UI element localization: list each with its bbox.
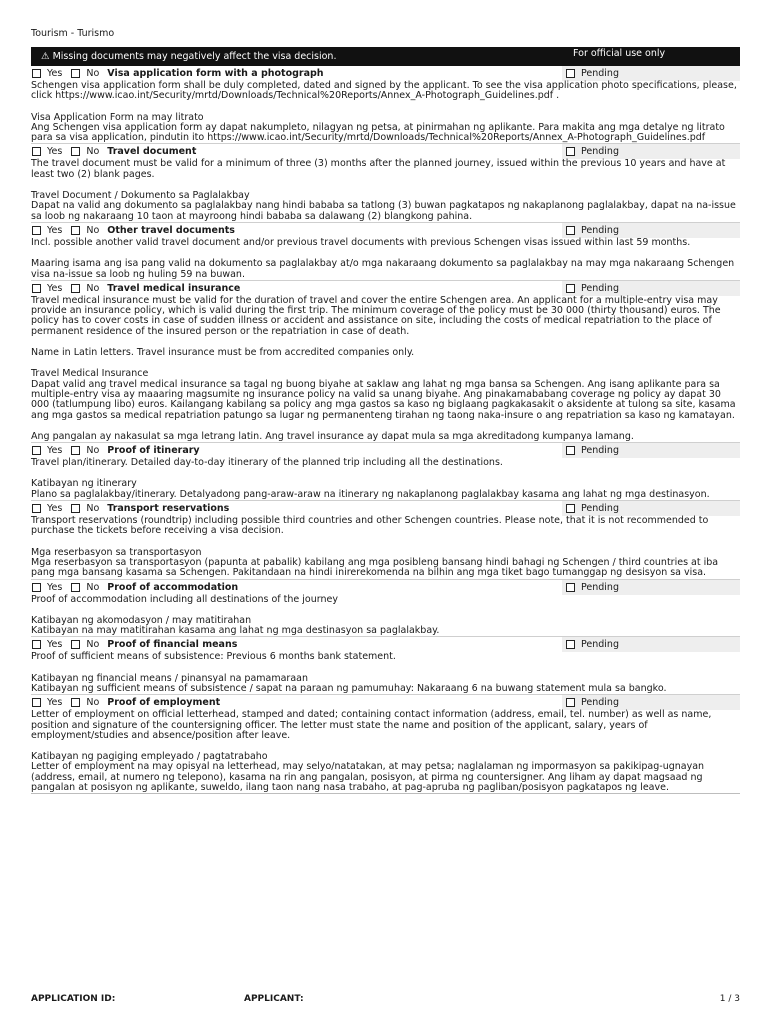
pending-checkbox[interactable] bbox=[566, 583, 575, 592]
section-header bbox=[31, 579, 740, 595]
yes-label: Yes bbox=[47, 639, 63, 651]
pending-checkbox[interactable] bbox=[566, 446, 575, 455]
section-body bbox=[31, 296, 740, 442]
pending-label: Pending bbox=[581, 445, 619, 457]
section-body bbox=[31, 652, 740, 694]
spacer bbox=[31, 102, 740, 113]
official-use-cell bbox=[562, 144, 740, 159]
tagalog-title: Travel Document / Dokumento sa Paglalakbay bbox=[31, 190, 250, 202]
no-label: No bbox=[86, 639, 100, 651]
section-header-left bbox=[31, 637, 562, 652]
no-checkbox[interactable] bbox=[71, 226, 80, 235]
section-title: Transport reservations bbox=[107, 503, 230, 515]
section-header-left bbox=[31, 443, 562, 458]
yes-label: Yes bbox=[47, 445, 63, 457]
no-label: No bbox=[86, 282, 100, 294]
english-text: Proof of sufficient means of subsistence: Previous 6 months bank statement. bbox=[31, 651, 396, 663]
section-header bbox=[31, 442, 740, 458]
pending-label: Pending bbox=[581, 224, 619, 236]
tagalog-text-extra: Ang pangalan ay nakasulat sa mga letrang latin. Ang travel insurance ay dapat mula sa mga akreditadong kumpanya lamang. bbox=[31, 430, 634, 442]
tagalog-text: Ang Schengen visa application form ay dapat nakumpleto, nilagyan ng petsa, at pinirmahan ng aplikante. Para makita ang mga detalye ng litrato para sa visa application, pindutin ito https://www.icao.int/Security/mrtd/Downloads/Technical%20Reports/Annex_A-Photograph_Guidelines.pdf bbox=[31, 121, 725, 144]
no-checkbox[interactable] bbox=[71, 698, 80, 707]
application-id-label: APPLICATION ID: bbox=[31, 994, 116, 1004]
official-use-cell bbox=[562, 695, 740, 710]
pending-checkbox[interactable] bbox=[566, 698, 575, 707]
warning-banner bbox=[31, 47, 573, 66]
yes-checkbox[interactable] bbox=[32, 583, 41, 592]
no-label: No bbox=[86, 146, 100, 158]
no-checkbox[interactable] bbox=[71, 583, 80, 592]
page-footer bbox=[31, 993, 740, 1005]
tagalog-title: Mga reserbasyon sa transportasyon bbox=[31, 546, 202, 558]
english-text-extra: Name in Latin letters. Travel insurance must be from accredited companies only. bbox=[31, 347, 415, 359]
no-checkbox[interactable] bbox=[71, 284, 80, 293]
english-text: Travel plan/itinerary. Detailed day-to-day itinerary of the planned trip including all the destinations. bbox=[31, 457, 503, 469]
pending-label: Pending bbox=[581, 146, 619, 158]
official-use-cell bbox=[562, 223, 740, 238]
official-use-cell bbox=[562, 637, 740, 652]
section-header-left bbox=[31, 223, 562, 238]
section-body bbox=[31, 81, 740, 143]
tagalog-text: Dapat valid ang travel medical insurance sa tagal ng buong biyahe at saklaw ang lahat ng mga bansa sa Schengen. Ang isang aplikante para sa multiple-entry visa ay maaaring magsumite ng insurance policy na valid sa unang biyahe. Ang pinakamababang coverage ng policy ay dapat 30 000 (tatlumpung libo) euros. Kailangang kabilang sa policy ang mga gastos sa kaso ng biglaang pagkakasakit o aksidente at tulong sa site, kasama ang mga gastos sa medical repatriation patungo sa lugar ng permanenteng tirahan ng taong naka-insure o ang repatriation sa kaso ng kamatayan. bbox=[31, 378, 736, 421]
section-header bbox=[31, 694, 740, 710]
section-title: Other travel documents bbox=[107, 224, 235, 236]
section-header bbox=[31, 66, 740, 81]
document-page bbox=[31, 27, 740, 794]
yes-checkbox[interactable] bbox=[32, 698, 41, 707]
english-text: Travel medical insurance must be valid for the duration of travel and cover the entire Schengen area. An applicant for a multiple-entry visa may provide an insurance policy, which is valid during the first trip. The minimum coverage of the policy must be 30 000 (thirty thousand) euros. The policy has to cover costs in case of sudden illness or accident and assistance on site, including the costs of medical repatriation to the place of permanent residence of the insured person or the repatriation in case of death. bbox=[31, 294, 721, 337]
no-label: No bbox=[86, 224, 100, 236]
section-body bbox=[31, 595, 740, 637]
no-label: No bbox=[86, 581, 100, 593]
english-text: Letter of employment on official letterhead, stamped and dated; containing contact information (address, email, tel. number) as well as name, position and signature of the countersigning officer. The letter must state the name and position of the applicant, salary, years of employment/studies and absence/position after leave. bbox=[31, 709, 712, 741]
yes-label: Yes bbox=[47, 503, 63, 515]
no-checkbox[interactable] bbox=[71, 640, 80, 649]
document-title: Tourism - Turismo bbox=[31, 28, 115, 39]
tagalog-title: Katibayan ng akomodasyon / may matitirahan bbox=[31, 614, 252, 626]
section-body bbox=[31, 238, 740, 280]
yes-label: Yes bbox=[47, 697, 63, 709]
yes-checkbox[interactable] bbox=[32, 504, 41, 513]
no-checkbox[interactable] bbox=[71, 446, 80, 455]
section-header bbox=[31, 500, 740, 516]
yes-label: Yes bbox=[47, 581, 63, 593]
english-text: Transport reservations (roundtrip) including possible third countries and other Schengen countries. Please note, that it is not recommended to purchase the tickets before receiving a visa decision. bbox=[31, 515, 709, 537]
english-text: The travel document must be valid for a minimum of three (3) months after the planned journey, issued within the previous 10 years and have at least two (2) blank pages. bbox=[31, 158, 726, 180]
page-number: 1 / 3 bbox=[719, 994, 740, 1004]
spacer bbox=[31, 537, 740, 548]
tagalog-text: Katibayan na may matitirahan kasama ang lahat ng mga destinasyon sa paglalakbay. bbox=[31, 625, 440, 637]
warning-icon: ⚠ bbox=[41, 51, 50, 62]
section-header bbox=[31, 280, 740, 296]
section-title: Proof of financial means bbox=[107, 639, 238, 651]
tagalog-text: Plano sa paglalakbay/itinerary. Detalyadong pang-araw-araw na itinerary ng nakaplanong paglalakbay kasama ang lahat ng mga destinasyon. bbox=[31, 488, 710, 500]
tagalog-title: Katibayan ng financial means / pinansyal na pamamaraan bbox=[31, 672, 308, 684]
tagalog-title: Travel Medical Insurance bbox=[31, 368, 149, 380]
tagalog-text: Letter of employment na may opisyal na letterhead, may selyo/natatakan, at may petsa; naglalaman ng impormasyon sa pakikipag-ugnayan (address, email, at numero ng telepono), kasama na rin ang pangalan, posisyon, at pirma ng countersigner. Ang liham ay dapat magsaad ng pangalan at posisyon ng aplikante, suweldo, ilang taon nang nasa trabaho, at pag-apruba ng pagliban/posisyon pagkatapos ng leave. bbox=[31, 761, 705, 794]
yes-checkbox[interactable] bbox=[32, 446, 41, 455]
yes-checkbox[interactable] bbox=[32, 284, 41, 293]
pending-checkbox[interactable] bbox=[566, 504, 575, 513]
header-bar bbox=[31, 47, 740, 66]
section-title: Visa application form with a photograph bbox=[107, 68, 324, 79]
checklist bbox=[31, 66, 740, 794]
official-use-label: For official use only bbox=[573, 48, 666, 59]
section-header bbox=[31, 636, 740, 652]
no-label: No bbox=[86, 503, 100, 515]
tagalog-text: Mga reserbasyon sa transportasyon (papunta at pabalik) kabilang ang mga posibleng bansang hindi bahagi ng Schengen / third countries at iba pang mga bansang kasama sa Schengen. Pakitandaan na hindi inirerekomenda na bilhin ang mga tiket bago tumanggap ng desisyon sa visa. bbox=[31, 556, 719, 579]
tagalog-text: Maaring isama ang isa pang valid na dokumento sa paglalakbay at/o mga nakaraang dokumento sa paglalakbay na may mga nakaraang Schengen visa na-issue sa loob ng huling 59 na buwan. bbox=[31, 258, 735, 280]
official-use-cell bbox=[562, 580, 740, 595]
tagalog-title: Katibayan ng pagiging empleyado / pagtatrabaho bbox=[31, 751, 268, 763]
english-text: Proof of accommodation including all destinations of the journey bbox=[31, 593, 338, 605]
pending-label: Pending bbox=[581, 697, 619, 709]
yes-checkbox[interactable] bbox=[32, 226, 41, 235]
pending-checkbox[interactable] bbox=[566, 640, 575, 649]
section-title: Proof of accommodation bbox=[107, 581, 239, 593]
section-body bbox=[31, 710, 740, 794]
tagalog-text: Katibayan ng sufficient means of subsistence / sapat na paraan ng pamumuhay: Nakaraang 6 na buwang statement mula sa bangko. bbox=[31, 682, 667, 694]
english-text: Incl. possible another valid travel document and/or previous travel documents with previous Schengen visas issued within last 59 months. bbox=[31, 236, 691, 248]
yes-label: Yes bbox=[47, 146, 63, 158]
warning-text: Missing documents may negatively affect the visa decision. bbox=[52, 51, 337, 62]
yes-label: Yes bbox=[47, 224, 63, 236]
no-label: No bbox=[86, 68, 100, 79]
section-header-left bbox=[31, 66, 562, 81]
official-use-cell bbox=[562, 66, 740, 81]
no-checkbox[interactable] bbox=[71, 147, 80, 156]
section-header bbox=[31, 222, 740, 238]
section-title: Travel document bbox=[107, 146, 197, 158]
pending-label: Pending bbox=[581, 581, 619, 593]
official-use-cell bbox=[562, 501, 740, 516]
no-checkbox[interactable] bbox=[71, 69, 80, 78]
yes-label: Yes bbox=[47, 68, 63, 79]
pending-checkbox[interactable] bbox=[566, 284, 575, 293]
yes-checkbox[interactable] bbox=[32, 147, 41, 156]
tagalog-title: Katibayan ng itinerary bbox=[31, 478, 137, 490]
yes-checkbox[interactable] bbox=[32, 640, 41, 649]
pending-checkbox[interactable] bbox=[566, 147, 575, 156]
tagalog-title: Visa Application Form na may litrato bbox=[31, 111, 204, 123]
section-header-left bbox=[31, 144, 562, 159]
section-title: Travel medical insurance bbox=[107, 282, 241, 294]
no-label: No bbox=[86, 697, 100, 709]
section-header bbox=[31, 143, 740, 159]
section-title: Proof of employment bbox=[107, 697, 221, 709]
section-header-left bbox=[31, 580, 562, 595]
applicant-label: APPLICANT: bbox=[244, 994, 304, 1004]
section-header-left bbox=[31, 281, 562, 296]
pending-label: Pending bbox=[581, 639, 619, 651]
english-text: Schengen visa application form shall be duly completed, dated and signed by the applicant. To see the visa application photo specifications, please, click https://www.icao.int/Security/mrtd/Downloads/Technical%20Reports/Annex_A-Photograph_Guidelines.pdf . bbox=[31, 80, 737, 102]
section-body bbox=[31, 159, 740, 221]
no-label: No bbox=[86, 445, 100, 457]
section-title: Proof of itinerary bbox=[107, 445, 200, 457]
official-use-cell bbox=[562, 281, 740, 296]
yes-checkbox[interactable] bbox=[32, 69, 41, 78]
spacer bbox=[31, 468, 740, 479]
yes-label: Yes bbox=[47, 282, 63, 294]
section-body bbox=[31, 516, 740, 578]
pending-checkbox[interactable] bbox=[566, 226, 575, 235]
section-header-left bbox=[31, 695, 562, 710]
pending-checkbox[interactable] bbox=[566, 69, 575, 78]
section-header-left bbox=[31, 501, 562, 516]
official-use-cell bbox=[562, 443, 740, 458]
section-body bbox=[31, 458, 740, 500]
tagalog-text: Dapat na valid ang dokumento sa paglalakbay nang hindi bababa sa tatlong (3) buwan pagkatapos ng nakaplanong paglalakbay, dapat na na-issue sa loob ng nakaraang 10 taon at mayroong hindi bababa sa dalawang (2) blangkong pahina. bbox=[31, 200, 736, 222]
pending-label: Pending bbox=[581, 503, 619, 515]
pending-label: Pending bbox=[581, 68, 619, 79]
no-checkbox[interactable] bbox=[71, 504, 80, 513]
pending-label: Pending bbox=[581, 282, 619, 294]
